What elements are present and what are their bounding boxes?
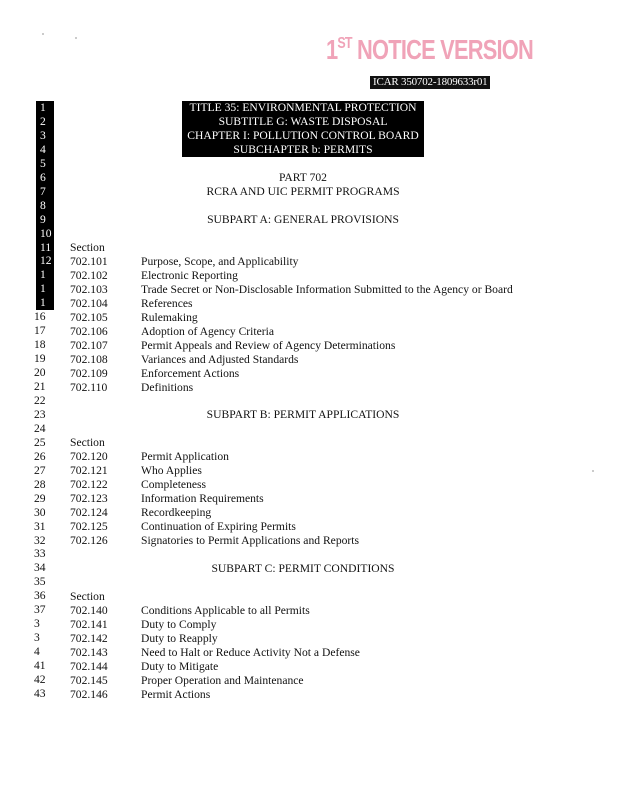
line-number: 3 [34,631,40,645]
section-number: 702.107 [70,338,108,352]
section-row [0,632,618,646]
line-number: 3 [36,129,54,143]
line-number: 1 [36,101,54,115]
section-number: 702.142 [70,631,108,645]
section-title: Adoption of Agency Criteria [141,324,274,338]
line-number: 12 [36,254,54,268]
section-row [0,325,618,339]
section-number: 702.124 [70,505,108,519]
subpart-c-heading: SUBPART C: PERMIT CONDITIONS [211,562,395,575]
line-number: 7 [36,185,54,199]
line-number: 16 [34,310,46,324]
section-number: 702.122 [70,477,108,491]
line-number: 23 [34,407,46,421]
section-number: 702.106 [70,324,108,338]
section-number: 702.110 [70,380,108,394]
subchapter-line: SUBCHAPTER b: PERMITS [0,143,618,157]
section-row [0,506,618,520]
line-number: 24 [34,421,46,435]
line-number: 26 [34,449,46,463]
section-row [0,311,618,325]
section-row [0,618,618,632]
line-number: 34 [34,561,46,575]
section-title: Permit Appeals and Review of Agency Determinations [141,338,396,352]
section-title: Definitions [141,380,194,394]
section-title: Continuation of Expiring Permits [141,519,296,533]
line-number: 1 [36,296,54,310]
line-number: 4 [36,143,54,157]
section-row [0,478,618,492]
subtitle-line: SUBTITLE G: WASTE DISPOSAL [0,115,618,129]
section-title: Information Requirements [141,491,264,505]
section-number: 702.140 [70,604,108,617]
line-number: 8 [36,199,54,213]
section-title: Trade Secret or Non-Disclosable Information Submitted to the Agency or Board [141,282,513,296]
line-number: 22 [34,393,46,407]
line-number: 28 [34,477,46,491]
line-number: 5 [36,157,54,171]
section-number: 702.108 [70,352,108,366]
line-number: 17 [34,324,46,338]
section-row [0,283,618,297]
section-title: Conditions Applicable to all Permits [141,604,310,617]
section-row [0,255,618,269]
part-number: PART 702 [279,171,327,184]
section-title: Duty to Reapply [141,631,218,645]
section-number: 702.126 [70,533,108,547]
line-number: 18 [34,338,46,352]
section-row [0,674,618,688]
line-number: 27 [34,463,46,477]
section-number: 702.145 [70,673,108,687]
section-row [0,381,618,395]
section-number: 702.146 [70,687,108,701]
line-number: 1 [36,268,54,282]
section-row [0,353,618,367]
line-number: 35 [34,575,46,589]
notice-version-stamp: 1ST NOTICE VERSION [326,34,534,65]
section-title: Purpose, Scope, and Applicability [141,255,299,268]
subpart-b-section-label: Section [70,436,105,449]
section-title: Need to Halt or Reduce Activity Not a Defense [141,645,360,659]
line-number: 43 [34,686,46,700]
line-number: 30 [34,505,46,519]
section-row [0,660,618,674]
section-number: 702.125 [70,519,108,533]
scan-speck [42,33,44,35]
section-number: 702.121 [70,463,108,477]
section-number: 702.120 [70,450,108,463]
section-number: 702.105 [70,310,108,324]
line-number: 36 [34,589,46,603]
section-row [0,604,618,618]
line-number: 4 [34,645,40,658]
section-title: Permit Application [141,450,229,463]
section-title: Who Applies [141,463,202,477]
section-title: Duty to Comply [141,618,217,631]
section-row [0,492,618,506]
line-number: 21 [34,380,46,393]
subpart-c-section-label: Section [70,590,105,603]
section-row [0,688,618,702]
section-number: 702.103 [70,282,108,296]
line-number: 2 [36,115,54,129]
section-title: Signatories to Permit Applications and Reports [141,533,360,547]
section-title: Variances and Adjusted Standards [141,352,299,366]
subpart-a-section-label: Section [70,241,105,254]
document-number: ICAR 350702-1809633r01 [370,76,490,89]
part-name: RCRA AND UIC PERMIT PROGRAMS [206,185,400,198]
section-title: Recordkeeping [141,505,212,519]
section-row [0,367,618,381]
section-number: 702.102 [70,268,108,282]
section-row [0,297,618,311]
section-row [0,520,618,534]
section-title: Proper Operation and Maintenance [141,673,304,687]
section-row [0,646,618,660]
line-number: 10 [36,227,54,241]
section-number: 702.123 [70,491,108,505]
subpart-a-heading: SUBPART A: GENERAL PROVISIONS [207,213,399,226]
line-number: 11 [36,241,54,255]
line-number: 1 [36,282,54,296]
line-number: 20 [34,366,46,380]
line-number: 3 [34,617,40,631]
section-number: 702.109 [70,366,108,380]
line-number: 29 [34,491,46,505]
section-title: References [141,296,193,310]
section-title: Duty to Mitigate [141,659,219,673]
line-number: 25 [34,435,46,449]
title-line: TITLE 35: ENVIRONMENTAL PROTECTION [0,101,618,115]
scan-speck [75,37,77,39]
line-number: 32 [34,533,46,547]
section-title: Electronic Reporting [141,268,238,282]
section-title: Enforcement Actions [141,366,240,380]
line-number: 42 [34,672,46,686]
section-row [0,450,618,464]
section-number: 702.144 [70,659,108,673]
section-row [0,269,618,283]
section-title: Rulemaking [141,310,198,324]
line-number: 31 [34,519,46,533]
chapter-line: CHAPTER I: POLLUTION CONTROL BOARD [0,129,618,143]
line-number: 33 [34,547,46,561]
section-row [0,464,618,478]
section-number: 702.104 [70,296,108,310]
section-title: Permit Actions [141,687,211,701]
section-row [0,534,618,548]
section-number: 702.101 [70,255,108,268]
line-number: 6 [36,171,54,185]
section-number: 702.143 [70,645,108,659]
line-number: 41 [34,659,46,672]
section-number: 702.141 [70,618,108,631]
section-row [0,339,618,353]
line-number: 19 [34,352,46,366]
line-number: 37 [34,603,46,617]
subpart-b-heading: SUBPART B: PERMIT APPLICATIONS [206,408,400,421]
section-title: Completeness [141,477,207,491]
line-number: 9 [36,213,54,227]
